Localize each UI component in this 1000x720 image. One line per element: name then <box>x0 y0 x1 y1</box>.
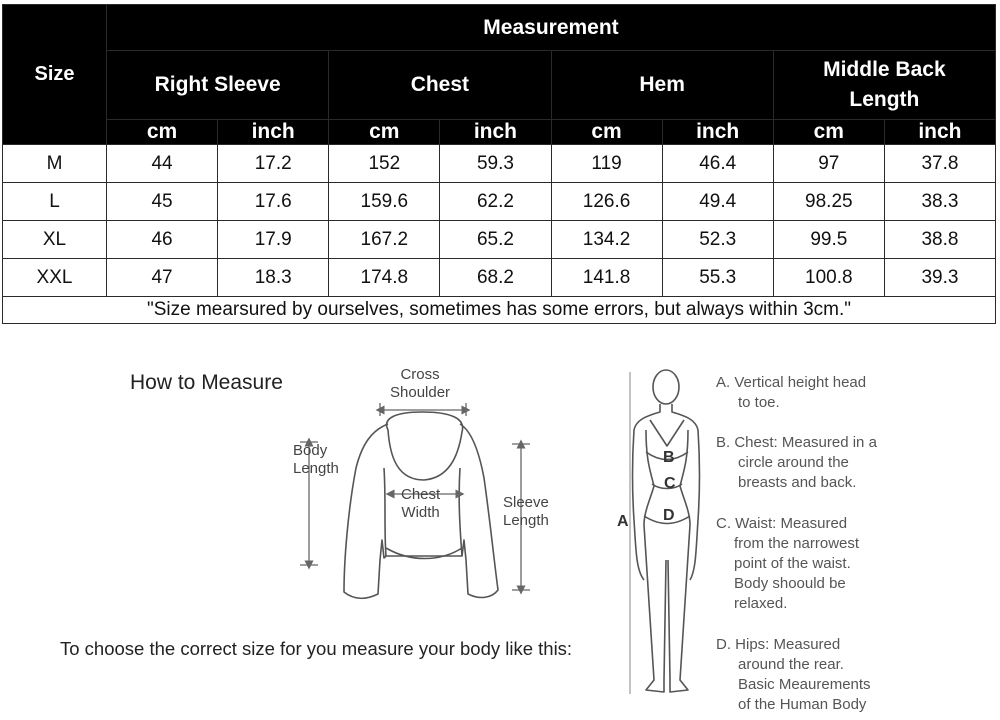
size-cell: XXL <box>3 259 107 297</box>
measurement-cell: 100.8 <box>773 259 884 297</box>
measurement-cell: 47 <box>107 259 218 297</box>
middle-back-length-label: Middle Back Length <box>823 58 946 111</box>
size-cell: L <box>3 183 107 221</box>
legend-line: from the narrowest <box>734 535 860 552</box>
chest-width-label-line: Width <box>401 504 440 521</box>
measurement-header: Measurement <box>107 5 996 51</box>
measurement-cell: 174.8 <box>329 259 440 297</box>
legend-line: breasts and back. <box>738 474 857 491</box>
legend-line: B. Chest: Measured in a <box>716 434 877 451</box>
group-header-chest: Chest <box>329 51 551 120</box>
sleeve-length-label-line: Length <box>503 512 549 529</box>
body-length-label-line: Length <box>293 460 339 477</box>
measurement-cell: 134.2 <box>551 221 662 259</box>
measurement-cell: 65.2 <box>440 221 551 259</box>
measure-instruction: To choose the correct size for you measure your body like this: <box>60 638 573 659</box>
legend-item-b <box>716 433 877 493</box>
legend-line: point of the waist. <box>734 555 851 572</box>
cross-shoulder-label <box>390 366 450 402</box>
measurement-cell: 49.4 <box>662 183 773 221</box>
unit-header: cm <box>551 120 662 145</box>
legend-line: to toe. <box>738 394 780 411</box>
cross-shoulder-label-line: Shoulder <box>390 384 451 401</box>
measurement-cell: 38.8 <box>884 221 995 259</box>
measurement-cell: 45 <box>107 183 218 221</box>
measurement-note: "Size mearsured by ourselves, sometimes has some errors, but always within 3cm." <box>3 297 996 324</box>
size-cell: M <box>3 145 107 183</box>
measurement-cell: 167.2 <box>329 221 440 259</box>
human-body-figure <box>633 370 700 692</box>
measurement-cell: 17.9 <box>218 221 329 259</box>
unit-header: inch <box>662 120 773 145</box>
size-cell: XL <box>3 221 107 259</box>
measurement-cell: 126.6 <box>551 183 662 221</box>
legend-line: C. Waist: Measured <box>716 515 848 532</box>
unit-header: cm <box>107 120 218 145</box>
measurement-cell: 152 <box>329 145 440 183</box>
legend-line: of the Human Body <box>738 696 867 713</box>
sleeve-length-label <box>503 494 549 530</box>
jacket-hood <box>387 412 463 480</box>
unit-header: cm <box>773 120 884 145</box>
legend-line: D. Hips: Measured <box>716 636 841 653</box>
unit-header: inch <box>884 120 995 145</box>
body-length-label-line: Body <box>293 442 328 459</box>
measurement-cell: 97 <box>773 145 884 183</box>
sleeve-length-label-line: Sleeve <box>503 494 549 511</box>
body-length-label <box>293 442 339 478</box>
figure-head <box>653 370 679 404</box>
measurement-cell: 52.3 <box>662 221 773 259</box>
unit-header: cm <box>329 120 440 145</box>
measurement-cell: 68.2 <box>440 259 551 297</box>
measurement-cell: 37.8 <box>884 145 995 183</box>
measurement-cell: 98.25 <box>773 183 884 221</box>
cross-shoulder-label-line: Cross <box>400 366 440 383</box>
legend-line: A. Vertical height head <box>716 374 867 391</box>
measurement-cell: 46 <box>107 221 218 259</box>
measurement-cell: 159.6 <box>329 183 440 221</box>
marker-a: A <box>617 513 629 530</box>
marker-b: B <box>663 449 675 466</box>
unit-header: inch <box>218 120 329 145</box>
legend-line: around the rear. <box>738 656 844 673</box>
legend-item-a <box>716 373 866 413</box>
legend-line: Basic Meaurements <box>738 676 871 693</box>
measurement-cell: 62.2 <box>440 183 551 221</box>
measurement-cell: 17.6 <box>218 183 329 221</box>
figure-collar <box>650 420 684 446</box>
measurement-cell: 119 <box>551 145 662 183</box>
legend-line: relaxed. <box>734 595 788 612</box>
measurement-cell: 38.3 <box>884 183 995 221</box>
how-to-measure-title: How to Measure <box>130 371 283 394</box>
measurement-cell: 18.3 <box>218 259 329 297</box>
legend-item-d <box>716 635 871 715</box>
legend-line: circle around the <box>738 454 849 471</box>
marker-d: D <box>663 507 675 524</box>
measurement-cell: 39.3 <box>884 259 995 297</box>
measurement-cell: 46.4 <box>662 145 773 183</box>
group-header-right-sleeve: Right Sleeve <box>107 51 329 120</box>
unit-header: inch <box>440 120 551 145</box>
measurement-cell: 44 <box>107 145 218 183</box>
measurement-cell: 141.8 <box>551 259 662 297</box>
figure-outline <box>633 404 700 692</box>
measurement-cell: 55.3 <box>662 259 773 297</box>
legend-item-c <box>716 514 859 614</box>
measurement-cell: 99.5 <box>773 221 884 259</box>
measurement-cell: 59.3 <box>440 145 551 183</box>
legend-line: Body shoould be <box>734 575 846 592</box>
group-header-hem: Hem <box>551 51 773 120</box>
marker-c: C <box>664 475 676 492</box>
jacket-hem <box>386 548 462 559</box>
chest-width-label <box>401 486 440 522</box>
size-header: Size <box>3 5 107 145</box>
chest-width-label-line: Chest <box>401 486 441 503</box>
measurement-cell: 17.2 <box>218 145 329 183</box>
